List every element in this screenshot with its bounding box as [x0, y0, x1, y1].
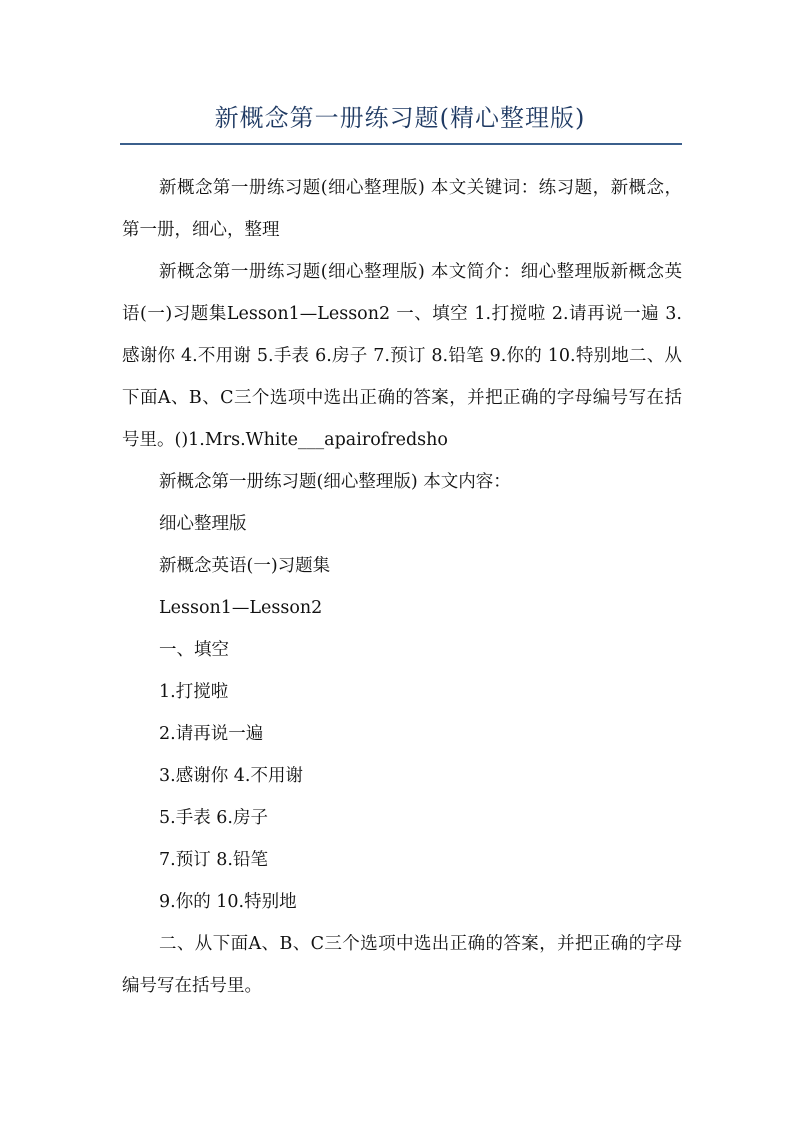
- line-item-1: 1.打搅啦: [159, 682, 229, 702]
- line-items-3-4: 3.感谢你 4.不用谢: [159, 766, 303, 786]
- line-version: 细心整理版: [159, 514, 247, 534]
- line-items-7-8: 7.预订 8.铅笔: [159, 850, 268, 870]
- line-lesson-range: Lesson1—Lesson2: [159, 598, 323, 618]
- title-underline: [120, 143, 682, 145]
- line-items-9-10: 9.你的 10.特别地: [159, 892, 297, 912]
- line-item-2: 2.请再说一遍: [159, 724, 264, 744]
- content-heading: 新概念第一册练习题(细心整理版) 本文内容：: [159, 472, 511, 492]
- section-two-paragraph: 二、从下面A、B、C三个选项中选出正确的答案，并把正确的字母编号写在括号里。: [122, 934, 682, 996]
- keywords-paragraph: 新概念第一册练习题(细心整理版) 本文关键词：练习题，新概念，第一册，细心，整理: [122, 178, 682, 240]
- summary-paragraph: 新概念第一册练习题(细心整理版) 本文简介：细心整理版新概念英语(一)习题集Lesson1—Lesson2 一、填空 1.打搅啦 2.请再说一遍 3.感谢你 4.不用谢 5.手表 6.房子 7.预订 8.铅笔 9.你的 10.特别地二、从下面A、B、C三个选项中选出正确的答案，并把正确的字母编号写在括号里。()1.Mrs.White___apairofredsho: [122, 262, 682, 450]
- document-body: [122, 167, 682, 1007]
- document-title: 新概念第一册练习题(精心整理版): [214, 104, 586, 132]
- line-section-one-heading: 一、填空: [159, 640, 229, 660]
- line-collection-title: 新概念英语(一)习题集: [159, 556, 331, 576]
- line-items-5-6: 5.手表 6.房子: [159, 808, 268, 828]
